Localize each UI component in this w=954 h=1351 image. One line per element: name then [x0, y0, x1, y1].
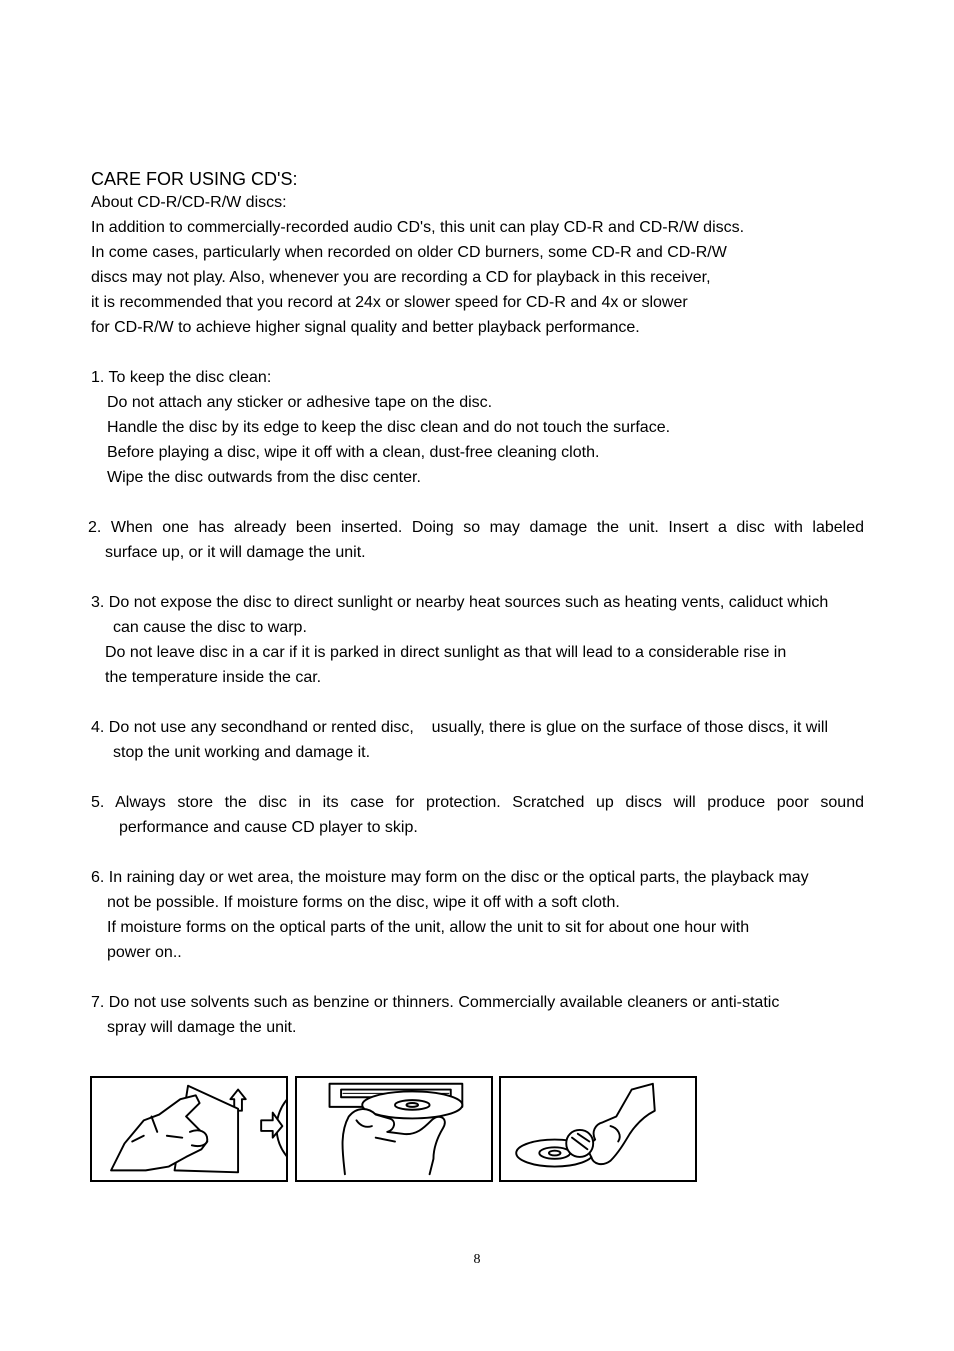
care-item-line: Do not leave disc in a car if it is parked in direct sunlight as that will lead to a considerable rise in	[105, 644, 787, 661]
intro-line: for CD-R/W to achieve higher signal quality and better playback performance.	[91, 319, 640, 336]
care-item-line: 6. In raining day or wet area, the moisture may form on the disc or the optical parts, the playback may	[91, 869, 809, 886]
intro-line: it is recommended that you record at 24x or slower speed for CD-R and 4x or slower	[91, 294, 688, 311]
care-item-line: 5. Always store the disc in its case for protection. Scratched up discs will produce poor sound	[91, 794, 864, 811]
page-number: 8	[473, 1252, 481, 1267]
care-item-line: Wipe the disc outwards from the disc center.	[107, 469, 421, 486]
intro-line: In addition to commercially-recorded audio CD's, this unit can play CD-R and CD-R/W discs.	[91, 219, 745, 236]
care-item-line: performance and cause CD player to skip.	[119, 819, 418, 836]
page-title: CARE FOR USING CD'S:	[91, 169, 298, 189]
care-item-line: Handle the disc by its edge to keep the disc clean and do not touch the surface.	[107, 419, 671, 436]
care-item-line: stop the unit working and damage it.	[113, 744, 371, 761]
care-item-line: spray will damage the unit.	[107, 1019, 297, 1036]
care-item-line: not be possible. If moisture forms on the disc, wipe it off with a soft cloth.	[107, 894, 620, 911]
care-item-line: can cause the disc to warp.	[113, 619, 307, 636]
care-item-line: 7. Do not use solvents such as benzine or thinners. Commercially available cleaners or anti-static	[91, 994, 780, 1011]
about-heading: About CD-R/CD-R/W discs:	[91, 194, 287, 211]
hold-disc-by-edge-icon	[499, 1076, 697, 1182]
care-item-line: Do not attach any sticker or adhesive tape on the disc.	[107, 394, 493, 411]
care-item-line: 4. Do not use any secondhand or rented disc, usually, there is glue on the surface of those discs, it will	[91, 719, 828, 736]
care-item-line: surface up, or it will damage the unit.	[105, 544, 366, 561]
wipe-disc-with-cloth-icon	[90, 1076, 288, 1182]
care-item-heading: 1. To keep the disc clean:	[91, 369, 272, 386]
care-item-line: the temperature inside the car.	[105, 669, 322, 686]
intro-line: discs may not play. Also, whenever you are recording a CD for playback in this receiver,	[91, 269, 711, 286]
care-item-line: If moisture forms on the optical parts of the unit, allow the unit to sit for about one hour with	[107, 919, 750, 936]
intro-line: In come cases, particularly when recorded on older CD burners, some CD-R and CD-R/W	[91, 244, 727, 261]
care-item-line: 3. Do not expose the disc to direct sunlight or nearby heat sources such as heating vents, caliduct which	[91, 594, 829, 611]
insert-disc-into-slot-icon	[295, 1076, 493, 1182]
care-item-line: 2. When one has already been inserted. Doing so may damage the unit. Insert a disc with labeled	[88, 519, 864, 536]
care-item-line: power on..	[107, 944, 182, 961]
care-item-line: Before playing a disc, wipe it off with a clean, dust-free cleaning cloth.	[107, 444, 600, 461]
